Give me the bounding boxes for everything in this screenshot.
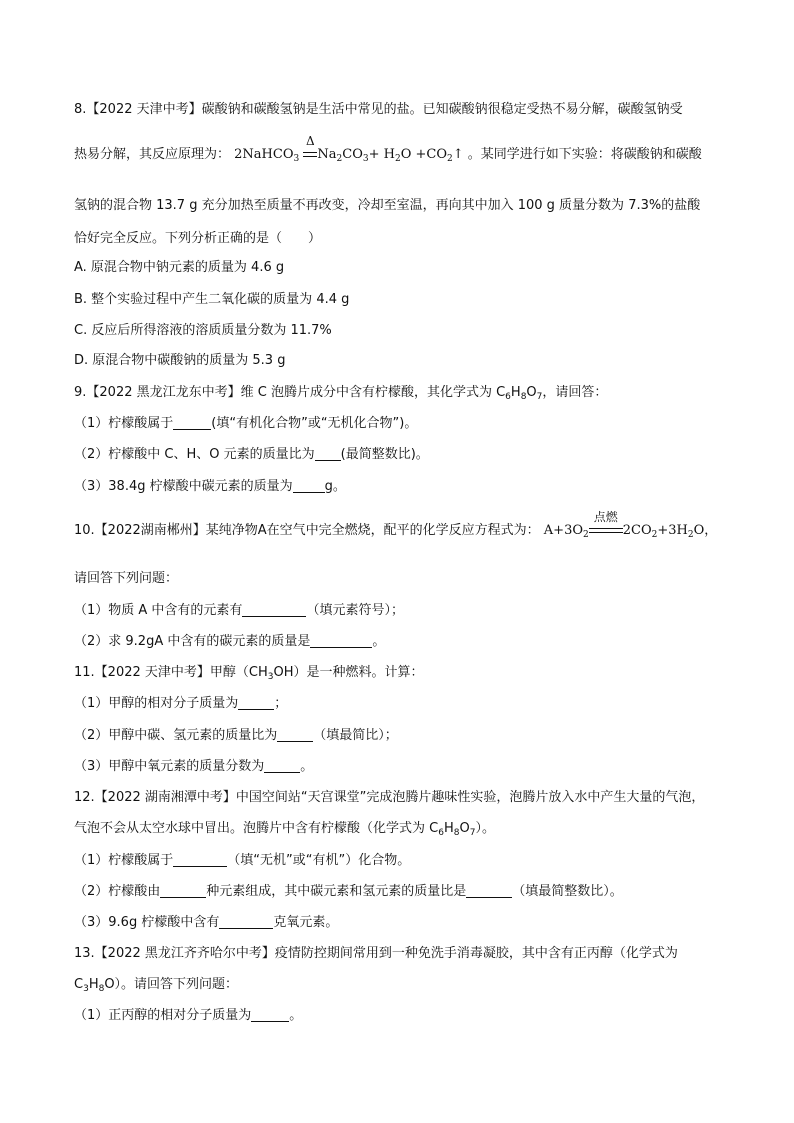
q8-line2-prefix: 热易分解，其反应原理为： — [74, 147, 231, 162]
q8-stem-line3: 氢钠的混合物 13.7 g 充分加热至质量不再改变，冷却至室温，再向其中加入 100 g 质量分数为 7.3%的盐酸 — [74, 198, 701, 213]
q12-part3-suffix: 克氧元素。 — [273, 915, 339, 930]
q9-part1 — [74, 415, 417, 433]
answer-blank[interactable] — [238, 695, 274, 710]
formula-subscript: 6 — [438, 828, 444, 838]
formula-h: H — [88, 977, 99, 992]
answer-blank[interactable] — [173, 415, 211, 430]
formula-subscript: 8 — [520, 392, 527, 402]
heat-delta-symbol: Δ — [306, 134, 315, 148]
eq-reactants: A+3O — [543, 523, 584, 538]
q10-part1-suffix: （填元素符号）； — [306, 603, 404, 618]
q11-part1 — [74, 695, 287, 713]
eq-product-na: Na — [317, 147, 337, 162]
formula-subscript: 8 — [453, 828, 460, 838]
q10-part2-suffix: 。 — [372, 634, 386, 649]
formula-subscript: 7 — [536, 392, 543, 402]
q11-stem-text: 11.【2022 天津中考】甲醇（CH — [74, 665, 268, 680]
formula-subscript: 3 — [83, 984, 89, 994]
q9-part1-suffix: (填“有机化合物”或“无机化合物”)。 — [211, 416, 418, 431]
answer-blank[interactable] — [315, 446, 341, 461]
q8-stem-line4: 恰好完全反应。下列分析正确的是（ ） — [74, 231, 322, 246]
q9-part3-suffix: g。 — [324, 479, 346, 494]
answer-blank[interactable] — [264, 758, 300, 773]
q8-stem-line2 — [74, 134, 702, 168]
q11-stem-suffix: OH）是一种燃料。计算： — [273, 665, 424, 680]
eq-product-h2o: +3H — [657, 523, 688, 538]
q12-part1-suffix: （填“无机”或“有机”）化合物。 — [227, 853, 411, 868]
q8-reaction-equation — [234, 134, 468, 164]
answer-blank[interactable] — [293, 478, 325, 493]
eq-product-h: + H — [368, 147, 395, 162]
eq-reactant: 2NaHCO — [234, 147, 294, 162]
q10-stem — [74, 510, 718, 544]
q11-part2-prefix: （2）甲醇中碳、氢元素的质量比为 — [74, 728, 278, 743]
eq-product-co2: 2CO — [622, 523, 652, 538]
q8-option-d: D. 原混合物中碳酸钠的质量为 5.3 g — [74, 353, 286, 368]
eq-product-o: O — [693, 523, 705, 538]
q10-stem-text: 10.【2022湖南郴州】某纯净物A在空气中完全燃烧，配平的化学反应方程式为： — [74, 523, 540, 538]
q12-part2 — [74, 883, 623, 901]
q11-part3-suffix: 。 — [300, 759, 314, 774]
eq-subscript: 3 — [293, 154, 300, 164]
eq-product-co: CO — [342, 147, 363, 162]
q10-line2: 请回答下列问题： — [74, 571, 179, 586]
q9-part3-prefix: （3）38.4g 柠檬酸中碳元素的质量为 — [74, 479, 293, 494]
q12-line2-suffix: ）。 — [475, 821, 495, 836]
answer-blank[interactable] — [173, 852, 227, 867]
formula-subscript: 3 — [267, 672, 274, 682]
q9-part2-prefix: （2）柠檬酸中 C、H、O 元素的质量比为 — [74, 447, 315, 462]
formula-o: O — [526, 385, 537, 400]
answer-blank[interactable] — [310, 633, 372, 648]
q12-part2-middle: 种元素组成，其中碳元素和氢元素的质量比是 — [206, 884, 467, 899]
q11-stem — [74, 664, 424, 686]
q8-option-c: C. 反应后所得溶液的溶质质量分数为 11.7% — [74, 323, 332, 338]
heat-condition-sign — [303, 134, 317, 164]
answer-blank[interactable] — [466, 883, 512, 898]
formula-h: H — [443, 821, 454, 836]
q11-part1-prefix: （1）甲醇的相对分子质量为 — [74, 696, 239, 711]
answer-blank[interactable] — [277, 727, 313, 742]
answer-blank[interactable] — [242, 602, 306, 617]
q12-part3 — [74, 914, 338, 932]
q9-stem-text: 9.【2022 黑龙江龙东中考】维 C 泡腾片成分中含有柠檬酸，其化学式为 C — [74, 385, 506, 400]
q9-part1-prefix: （1）柠檬酸属于 — [74, 416, 174, 431]
q12-part2-prefix: （2）柠檬酸由 — [74, 884, 161, 899]
q10-part1 — [74, 602, 404, 620]
q8-option-b: B. 整个实验过程中产生二氧化碳的质量为 4.4 g — [74, 292, 350, 307]
eq-subscript: 2 — [583, 530, 589, 540]
answer-blank[interactable] — [160, 883, 206, 898]
ignite-condition-text: 点燃 — [593, 510, 618, 524]
q12-part1 — [74, 852, 410, 870]
eq-product-co2: O +CO — [400, 147, 447, 162]
q13-line2-suffix: O）。请回答下列问题： — [104, 977, 239, 992]
gas-arrow-icon: ↑ — [452, 147, 464, 162]
ignite-condition-sign — [589, 510, 623, 540]
eq-subscript: 2 — [394, 154, 401, 164]
eq-end-punct: ， — [704, 523, 718, 538]
q11-part3-prefix: （3）甲醇中氧元素的质量分数为 — [74, 759, 265, 774]
q9-stem-suffix: ，请回答： — [542, 385, 608, 400]
formula-c: C — [74, 977, 84, 992]
q10-part2-prefix: （2）求 9.2gA 中含有的碳元素的质量是 — [74, 634, 311, 649]
answer-blank[interactable] — [251, 1007, 289, 1022]
q8-line2-suffix: 。某同学进行如下实验：将碳酸钠和碳酸 — [467, 147, 702, 162]
eq-subscript: 2 — [651, 530, 658, 540]
q13-stem-line1: 13.【2022 黑龙江齐齐哈尔中考】疫情防控期间常用到一种免洗手消毒凝胶，其中含有正丙醇（化学式为 — [74, 946, 678, 961]
formula-subscript: 6 — [505, 392, 511, 402]
q12-part1-prefix: （1）柠檬酸属于 — [74, 853, 174, 868]
formula-o: O — [459, 821, 470, 836]
formula-subscript: 8 — [98, 984, 105, 994]
eq-subscript: 2 — [687, 530, 694, 540]
q8-stem-line1: 8.【2022 天津中考】碳酸钠和碳酸氢钠是生活中常见的盐。已知碳酸钠很稳定受热不易分解，碳酸氢钠受 — [74, 102, 683, 117]
eq-subscript: 3 — [362, 154, 369, 164]
answer-blank[interactable] — [219, 914, 273, 929]
q12-part3-prefix: （3）9.6g 柠檬酸中含有 — [74, 915, 220, 930]
q12-line2-prefix: 气泡不会从太空水球中冒出。泡腾片中含有柠檬酸（化学式为 C — [74, 821, 439, 836]
q12-part2-suffix: （填最简整数比）。 — [512, 884, 623, 899]
q12-stem-line1: 12.【2022 湖南湘潭中考】中国空间站“天宫课堂”完成泡腾片趣味性实验，泡腾片放入水中产生大量的气泡， — [74, 790, 705, 805]
q13-part1 — [74, 1007, 302, 1025]
q9-part2-suffix: (最简整数比)。 — [340, 447, 429, 462]
q11-part3 — [74, 758, 313, 776]
eq-subscript: 2 — [336, 154, 343, 164]
q8-option-a: A. 原混合物中钠元素的质量为 4.6 g — [74, 260, 285, 275]
q13-part1-prefix: （1）正丙醇的相对分子质量为 — [74, 1008, 252, 1023]
q11-part2-suffix: （填最简比）； — [313, 728, 398, 743]
q9-part3 — [74, 478, 346, 496]
q9-stem — [74, 384, 607, 406]
eq-subscript: 2 — [447, 154, 453, 164]
q10-reaction-equation — [543, 510, 718, 540]
q11-part1-suffix: ； — [274, 696, 288, 711]
q9-part2 — [74, 446, 429, 464]
formula-h: H — [510, 385, 521, 400]
q13-part1-suffix: 。 — [289, 1008, 303, 1023]
q13-stem-line2 — [74, 976, 238, 998]
formula-subscript: 7 — [469, 828, 476, 838]
q10-part1-prefix: （1）物质 A 中含有的元素有 — [74, 603, 243, 618]
q12-stem-line2 — [74, 820, 495, 842]
q10-part2 — [74, 633, 385, 651]
q11-part2 — [74, 727, 398, 745]
